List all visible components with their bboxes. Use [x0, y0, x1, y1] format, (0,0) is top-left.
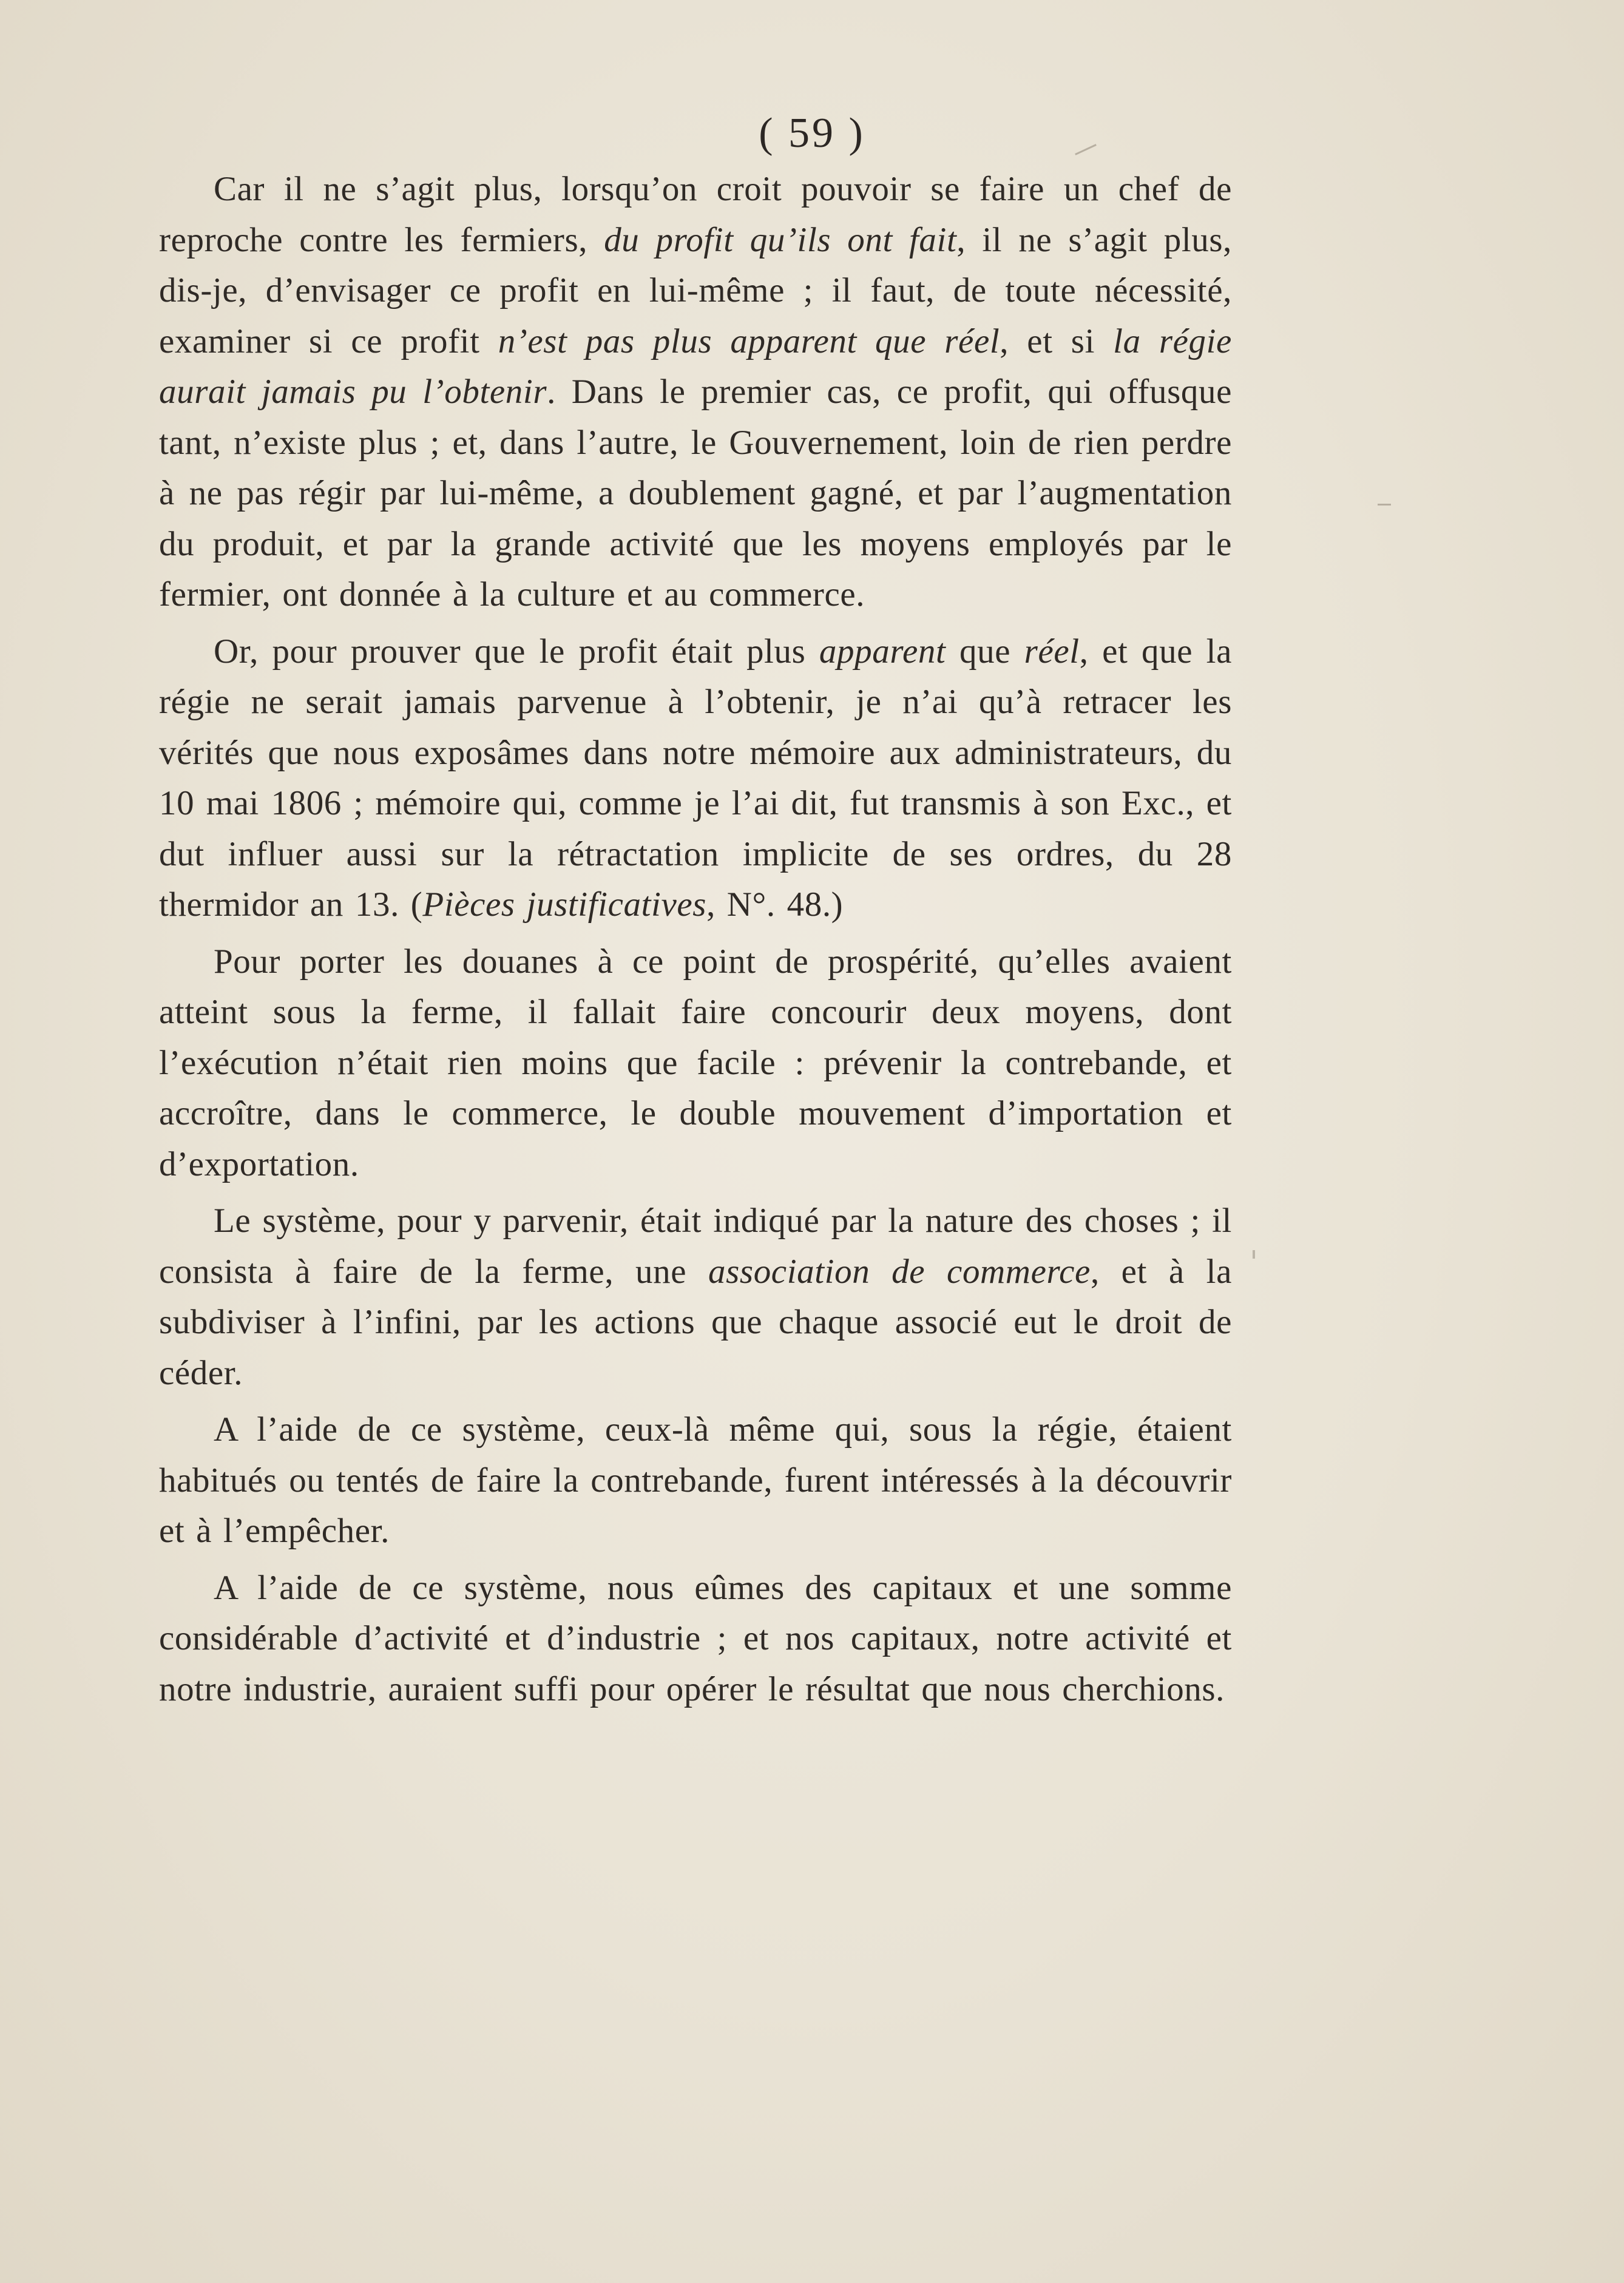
paragraph	[159, 936, 1232, 1190]
text-run: . Dans le premier cas, ce profit, qui offusque tant, n’existe plus ; et, dans l’autre, le Gouvernement, loin de rien perdre à ne pas régir par lui-même, a doublement gagné, et par l’augmentation du produit, et par la grande activité que les moyens employés par le fermier, ont donnée à la culture et au commerce.	[159, 373, 1232, 614]
italic-text-run: la régie aurait jamais pu l’obtenir	[159, 322, 1232, 411]
text-run: Car il ne s’agit plus, lorsqu’on croit pouvoir se faire un chef de reproche contre les fermiers,	[159, 170, 1232, 259]
text-run: , et si	[1000, 322, 1114, 360]
italic-text-run: n’est pas plus apparent que réel	[498, 322, 1000, 360]
ink-mark	[1253, 1250, 1255, 1259]
paragraph	[159, 626, 1232, 930]
italic-text-run: Pièces justificatives	[422, 885, 707, 924]
paragraph	[159, 1563, 1232, 1715]
text-run: Pour porter les douanes à ce point de prospérité, qu’elles avaient atteint sous la ferme, il fallait faire concourir deux moyens, dont l’exécution n’était rien moins que facile : prévenir la contrebande, et accroître, dans le commerce, le double mouvement d’importation et d’exportation.	[159, 942, 1232, 1183]
text-run: Le système, pour y parvenir, était indiqué par la nature des choses ; il consista à faire de la ferme, une	[159, 1202, 1232, 1291]
text-run: , N°. 48.)	[706, 885, 844, 924]
text-run: Or, pour prouver que le profit était plus	[214, 632, 819, 671]
paragraph	[159, 1404, 1232, 1557]
italic-text-run: apparent	[819, 632, 946, 671]
text-run: , et à la subdiviser à l’infini, par les actions que chaque associé eut le droit de céder.	[159, 1252, 1232, 1392]
text-run: , il ne s’agit plus, dis-je, d’envisager ce profit en lui-même ; il faut, de toute nécessité, examiner si ce profit	[159, 220, 1232, 360]
text-run: A l’aide de ce système, nous eûmes des capitaux et une somme considérable d’activité et d’industrie ; et nos capitaux, notre activité et notre industrie, auraient suffi pour opérer le résultat que nous cherchions.	[159, 1568, 1232, 1708]
paragraph	[159, 164, 1232, 620]
body-text	[159, 164, 1232, 1720]
ink-mark	[1378, 504, 1391, 506]
italic-text-run: association de commerce	[708, 1252, 1091, 1291]
text-run: , et que la régie ne serait jamais parvenue à l’obtenir, je n’ai qu’à retracer les vérités que nous exposâmes dans notre mémoire aux administrateurs, du 10 mai 1806 ; mémoire qui, comme je l’ai dit, fut transmis à son Exc., et dut influer aussi sur la rétractation implicite de ses ordres, du 28 thermidor an 13. (	[159, 632, 1232, 924]
italic-text-run: du profit qu’ils ont fait	[604, 220, 957, 259]
text-run: A l’aide de ce système, ceux-là même qui, sous la régie, étaient habitués ou tentés de faire la contrebande, furent intéressés à la découvrir et à l’empêcher.	[159, 1410, 1232, 1550]
text-run: que	[946, 632, 1024, 671]
page-number: ( 59 )	[759, 110, 865, 157]
italic-text-run: réel	[1024, 632, 1080, 671]
paragraph	[159, 1196, 1232, 1398]
